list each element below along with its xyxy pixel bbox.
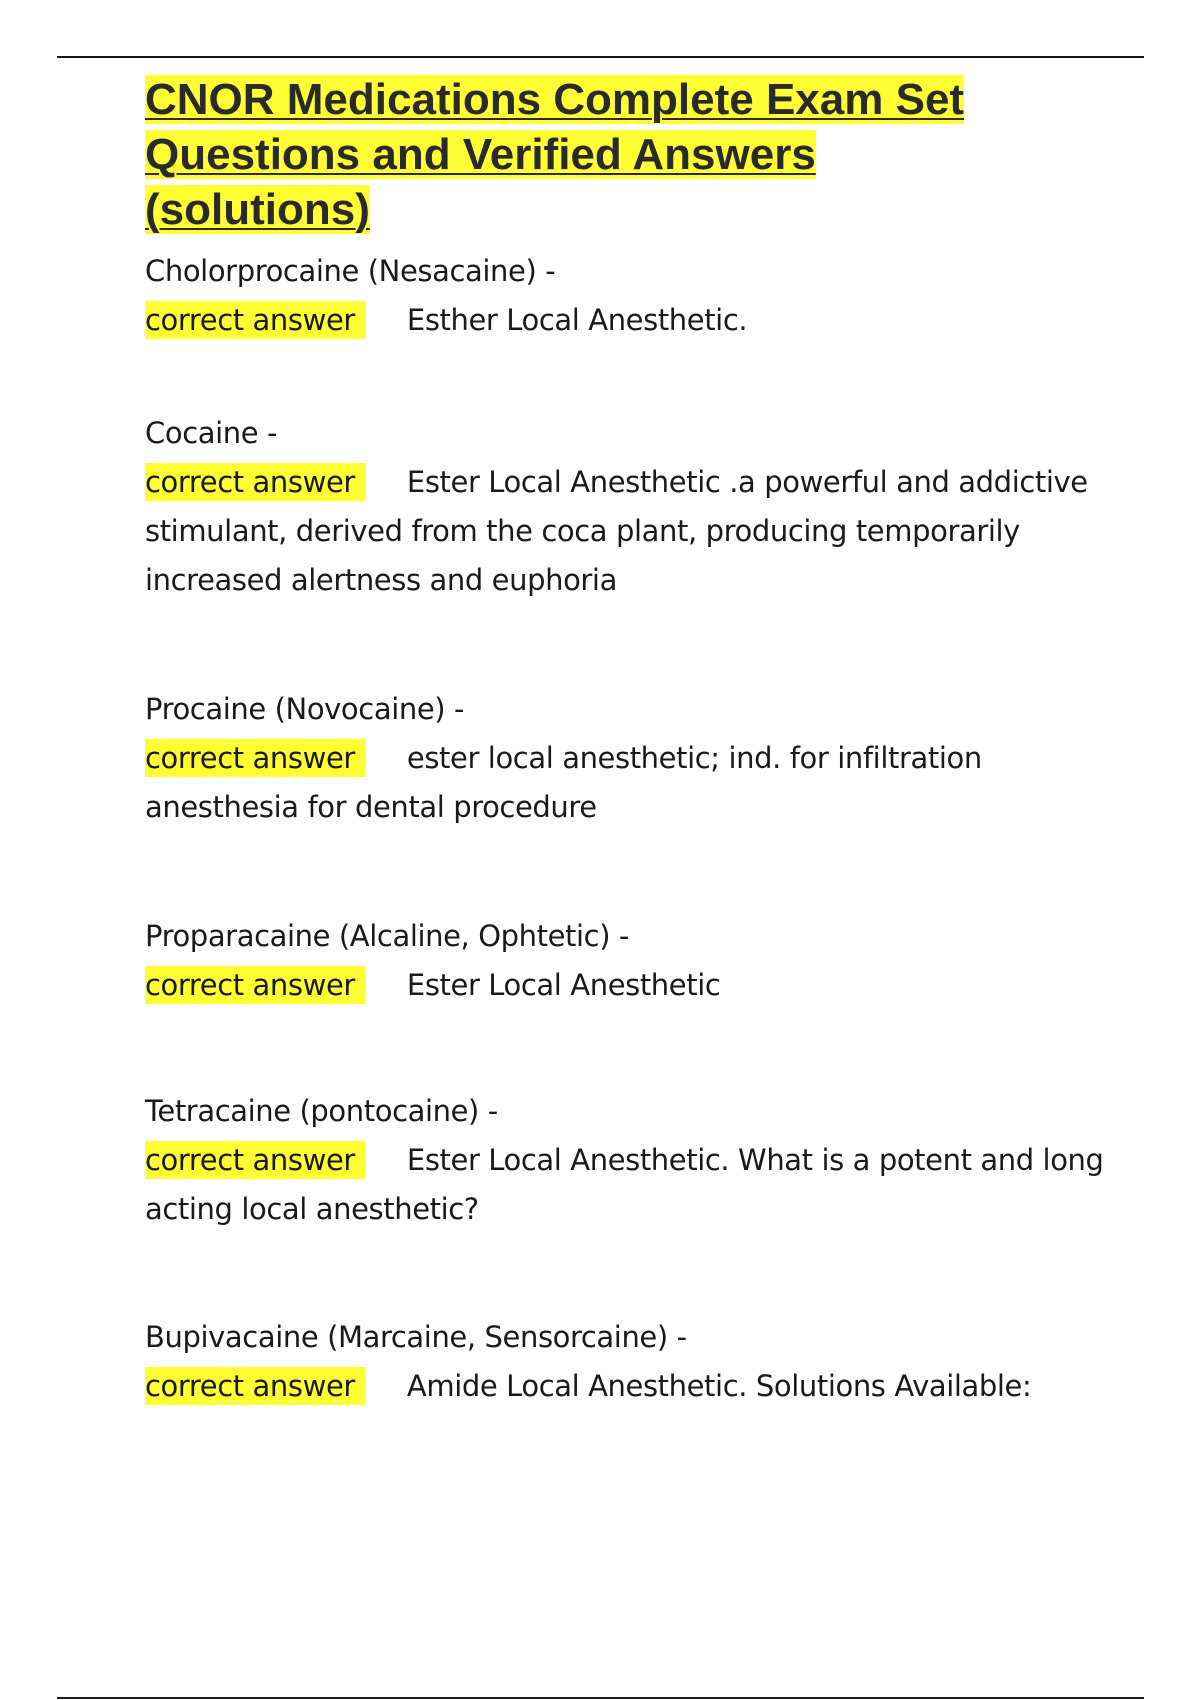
answer-text xyxy=(145,1136,1105,1234)
answer-body: Esther Local Anesthetic. xyxy=(406,303,748,337)
qa-entry-4 xyxy=(145,912,1105,1087)
qa-entry-5 xyxy=(145,1087,1105,1313)
document-title-text: CNOR Medications Complete Exam Set Questions and Verified Answers (solutions) xyxy=(145,75,965,234)
correct-answer-tag: correct answer xyxy=(145,966,365,1004)
answer-text xyxy=(145,961,1105,1010)
question-text: Proparacaine (Alcaline, Ophtetic) - xyxy=(145,919,629,953)
qa-entry-1 xyxy=(145,247,1105,409)
qa-entry-6 xyxy=(145,1313,1105,1411)
bottom-rule xyxy=(57,1697,1144,1699)
document-title xyxy=(145,72,1005,237)
answer-text xyxy=(145,734,1105,832)
answer-text xyxy=(145,296,1105,345)
correct-answer-tag: correct answer xyxy=(145,1141,365,1179)
qa-entry-3 xyxy=(145,685,1105,912)
correct-answer-tag: correct answer xyxy=(145,463,365,501)
answer-body: ester local anesthetic; ind. for infiltration anesthesia for dental procedure xyxy=(145,741,982,824)
question-text: Tetracaine (pontocaine) - xyxy=(145,1094,498,1128)
answer-body: Ester Local Anesthetic. What is a potent and long acting local anesthetic? xyxy=(145,1143,1104,1226)
correct-answer-tag: correct answer xyxy=(145,1367,365,1405)
correct-answer-tag: correct answer xyxy=(145,301,365,339)
answer-body: Amide Local Anesthetic. Solutions Available: xyxy=(406,1369,1032,1403)
question-text: Cholorprocaine (Nesacaine) - xyxy=(145,254,556,288)
question-text: Bupivacaine (Marcaine, Sensorcaine) - xyxy=(145,1320,687,1354)
question-text: Cocaine - xyxy=(145,416,278,450)
page-content xyxy=(145,72,1105,1411)
qa-entry-2 xyxy=(145,409,1105,685)
correct-answer-tag: correct answer xyxy=(145,739,365,777)
question-text: Procaine (Novocaine) - xyxy=(145,692,465,726)
answer-body: Ester Local Anesthetic xyxy=(406,968,721,1002)
answer-text xyxy=(145,458,1105,605)
answer-body: Ester Local Anesthetic .a powerful and addictive stimulant, derived from the coca plant, producing temporarily increased alertness and euphoria xyxy=(145,465,1088,597)
top-rule xyxy=(57,56,1144,58)
answer-text xyxy=(145,1362,1105,1411)
